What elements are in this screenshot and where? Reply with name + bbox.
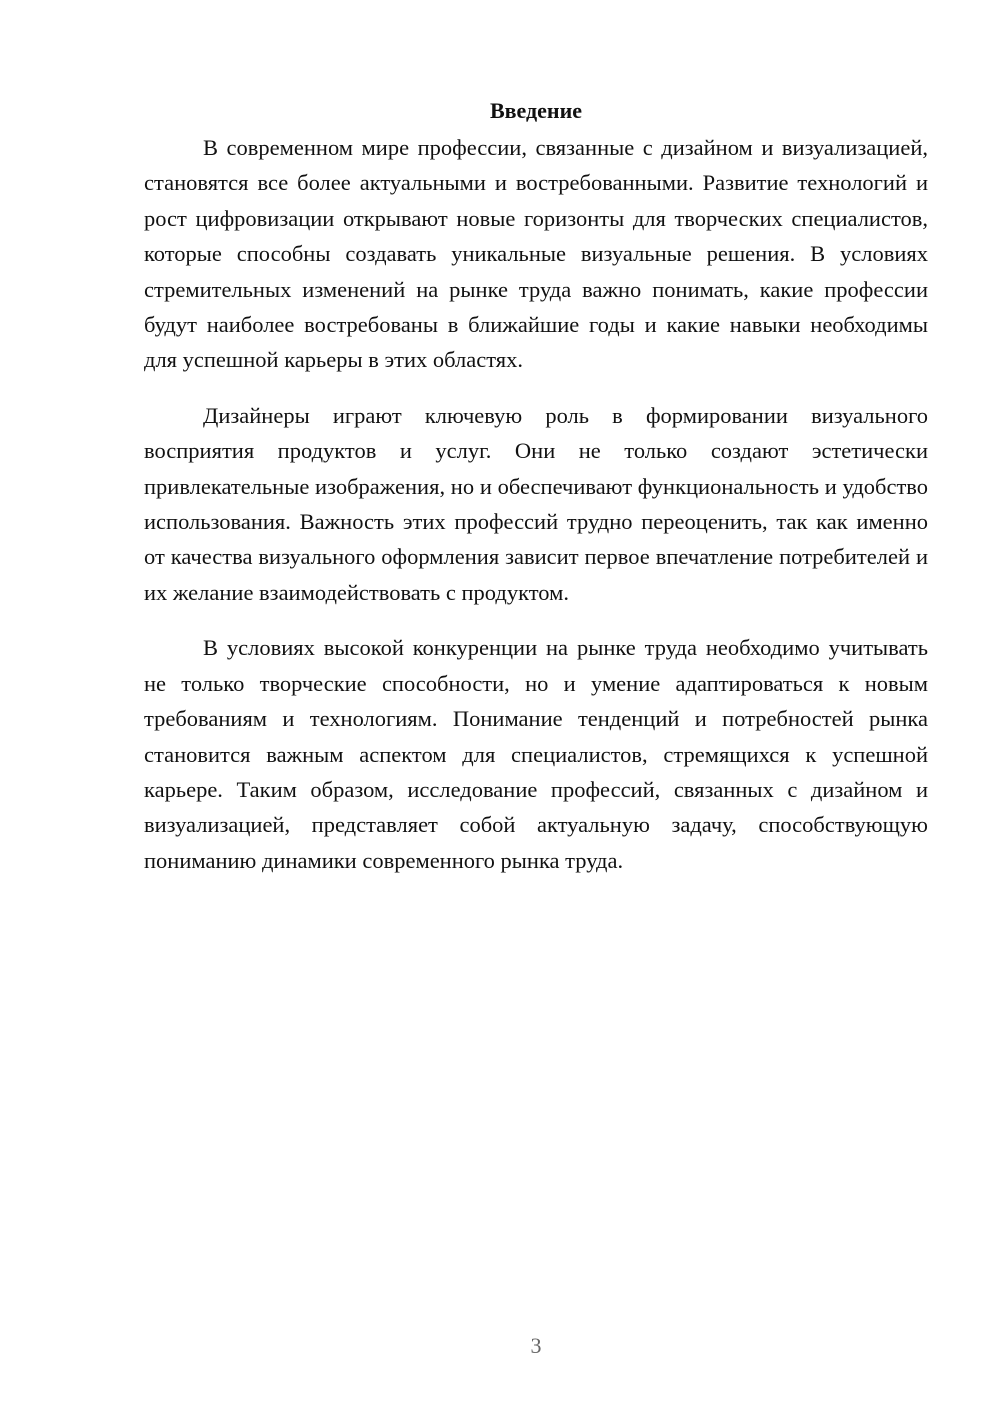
page-content (144, 96, 928, 898)
paragraph-1: В современном мире профессии, связанные с дизайном и визуализацией, становятся все более актуальными и востребованными. Развитие технологий и рост цифровизации открывают новые горизонты для творческих специалистов, которые способны создавать уникальные визуальные решения. В условиях стремительных изменений на рынке труда важно понимать, какие профессии будут наиболее востребованы в ближайшие годы и какие навыки необходимы для успешной карьеры в этих областях. (144, 135, 928, 373)
paragraph-2: Дизайнеры играют ключевую роль в формировании визуального восприятия продуктов и услуг. Они не только создают эстетически привлекательные изображения, но и обеспечивают функциональность и удобство использования. Важность этих профессий трудно переоценить, так как именно от качества визуального оформления зависит первое впечатление потребителей и их желание взаимодействовать с продуктом. (144, 402, 928, 605)
page-number: 3 (530, 1333, 542, 1358)
section-heading: Введение (489, 98, 583, 123)
paragraph-3: В условиях высокой конкуренции на рынке труда необходимо учитывать не только творческие способности, но и умение адаптироваться к новым требованиям и технологиям. Понимание тенденций и потребностей рынка становится важным аспектом для специалистов, стремящихся к успешной карьере. Таким образом, исследование профессий, связанных с дизайном и визуализацией, представляет собой актуальную задачу, способствующую пониманию динамики современного рынка труда. (144, 635, 928, 873)
